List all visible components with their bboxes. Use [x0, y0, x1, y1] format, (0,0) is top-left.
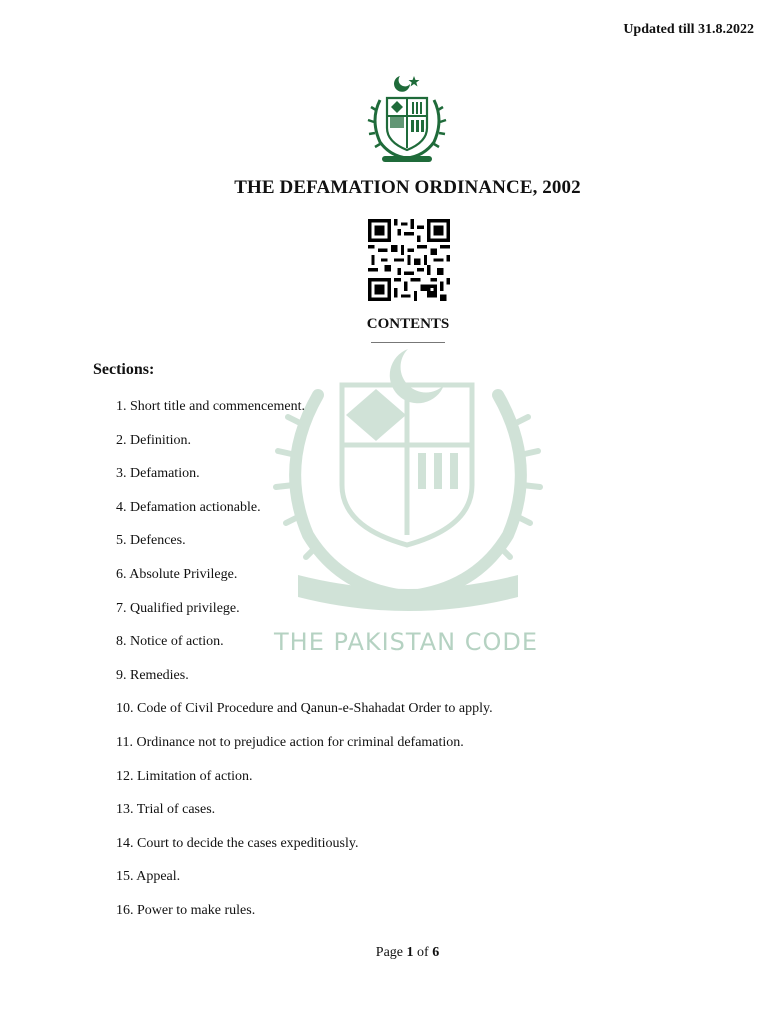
section-item [116, 530, 493, 564]
section-title: Definition. [130, 432, 192, 448]
qr-code-icon [367, 219, 451, 301]
updated-date: Updated till 31.8.2022 [623, 22, 754, 37]
section-title: Appeal. [136, 869, 181, 885]
section-number: 5. [116, 533, 127, 549]
section-number: 8. [116, 634, 127, 650]
page-total: 6 [432, 945, 440, 960]
section-title: Limitation of action. [137, 768, 253, 784]
section-number: 14. [116, 835, 134, 851]
page-number [0, 945, 768, 961]
section-number: 7. [116, 600, 127, 616]
section-item [116, 396, 493, 430]
section-number: 3. [116, 466, 127, 482]
section-item [116, 799, 493, 833]
section-item [116, 833, 493, 867]
section-number: 4. [116, 499, 127, 515]
section-title: Short title and commencement. [130, 399, 305, 414]
contents-heading: CONTENTS [366, 316, 450, 332]
section-item [116, 866, 493, 900]
section-title: Defamation actionable. [130, 499, 261, 515]
section-number: 11. [116, 734, 133, 750]
sections-list [116, 396, 493, 934]
sections-heading: Sections: [93, 361, 155, 378]
page-current: 1 [406, 945, 414, 960]
section-item [116, 564, 493, 598]
section-title: Ordinance not to prejudice action for criminal defamation. [136, 734, 464, 750]
section-title: Court to decide the cases expeditiously. [137, 835, 359, 851]
section-item [116, 463, 493, 497]
section-title: Defamation. [130, 466, 200, 482]
section-title: Notice of action. [130, 634, 224, 650]
section-item [116, 430, 493, 464]
section-title: Trial of cases. [136, 802, 216, 818]
section-title: Code of Civil Procedure and Qanun-e-Shahadat Order to apply. [137, 701, 493, 717]
section-item [116, 766, 493, 800]
section-title: Power to make rules. [137, 902, 256, 918]
section-item [116, 900, 493, 934]
watermark-text: THE PAKISTAN CODE [274, 628, 538, 656]
section-title: Defences. [130, 533, 186, 549]
section-title: Absolute Privilege. [129, 566, 238, 582]
section-number: 12. [116, 768, 134, 784]
section-number: 15. [116, 869, 134, 885]
section-item [116, 598, 493, 632]
section-number: 1. [116, 399, 127, 414]
section-title: Qualified privilege. [130, 600, 240, 616]
section-item [116, 665, 493, 699]
section-item [116, 698, 493, 732]
section-number: 13. [116, 802, 134, 818]
document-title: THE DEFAMATION ORDINANCE, 2002 [234, 177, 581, 198]
section-number: 10. [116, 701, 134, 717]
section-number: 9. [116, 667, 127, 683]
contents-underline [371, 342, 445, 343]
section-number: 2. [116, 432, 127, 448]
section-number: 6. [116, 566, 127, 582]
section-item [116, 631, 493, 665]
section-item [116, 732, 493, 766]
section-number: 16. [116, 902, 134, 918]
section-title: Remedies. [130, 667, 189, 683]
page-label: Page [375, 945, 404, 960]
section-item [116, 497, 493, 531]
page-of-label: of [417, 945, 429, 960]
state-emblem-icon [362, 70, 452, 168]
